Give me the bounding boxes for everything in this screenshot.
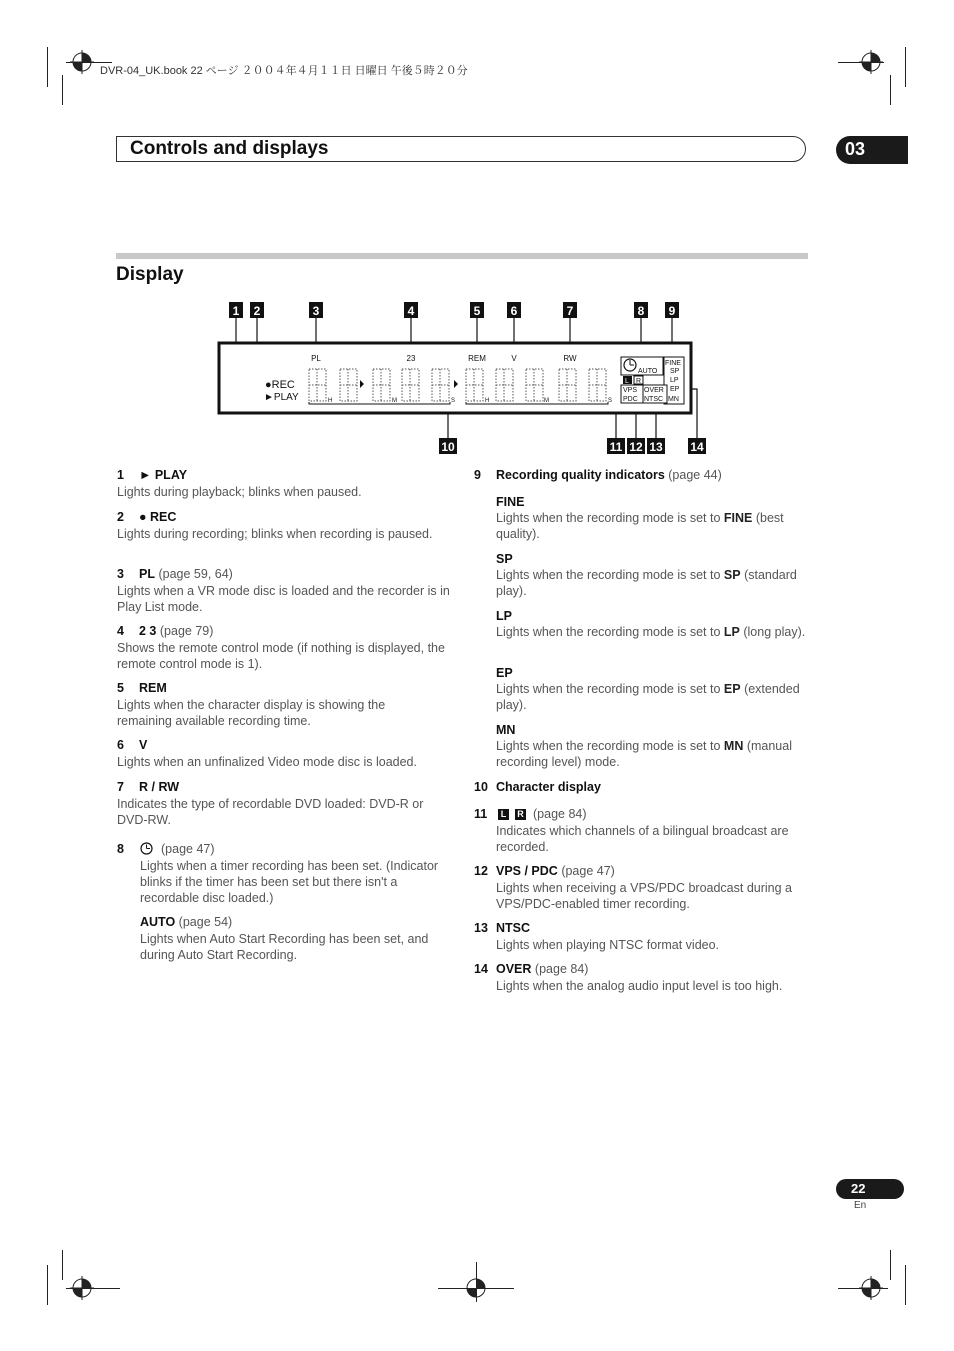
callout-label-5: 5 — [473, 304, 481, 318]
label-23: 23 — [406, 354, 416, 363]
front-panel-display-diagram — [0, 0, 954, 470]
mode-ep: EP Lights when the recording mode is set to EP (extended play). — [496, 666, 800, 712]
print-header: DVR-04_UK.book 22 ページ ２００４年４月１１日 日曜日 午後５時２０分 — [100, 65, 468, 77]
label-v: V — [511, 354, 517, 363]
label-lp: LP — [670, 377, 679, 384]
callout-label-7: 7 — [566, 304, 574, 318]
label-over: OVER — [644, 387, 664, 394]
label-auto: AUTO — [638, 368, 658, 375]
label-m1: M — [392, 398, 397, 404]
callout-label-2: 2 — [253, 304, 261, 318]
callout-label-10: 10 — [441, 440, 455, 454]
label-rw: RW — [563, 354, 577, 363]
mode-sp: SP Lights when the recording mode is set to SP (standard play). — [496, 552, 797, 598]
label-ntsc: NTSC — [644, 396, 664, 403]
mode-mn: MN Lights when the recording mode is set to MN (manual recording level) mode. — [496, 723, 792, 769]
callout-label-1: 1 — [232, 304, 240, 318]
label-ep: EP — [670, 386, 680, 393]
callout-label-4: 4 — [407, 304, 415, 318]
section-title: Controls and displays — [130, 138, 329, 159]
label-h2: H — [485, 398, 490, 404]
label-rem: REM — [468, 354, 486, 363]
label-vps: VPS — [623, 387, 638, 394]
callout-label-11: 11 — [609, 440, 623, 454]
page-number: 22 — [851, 1181, 866, 1196]
callout-label-8: 8 — [637, 304, 645, 318]
label-sp: SP — [670, 368, 680, 375]
callout-label-14: 14 — [690, 440, 704, 454]
callout-label-12: 12 — [629, 440, 643, 454]
label-m2: M — [544, 398, 549, 404]
callout-label-6: 6 — [510, 304, 518, 318]
callout-label-9: 9 — [668, 304, 676, 318]
label-fine: FINE — [665, 360, 681, 367]
page-language: En — [854, 1200, 867, 1211]
mode-fine: FINE Lights when the recording mode is set to FINE (best quality). — [496, 495, 784, 541]
callout-label-13: 13 — [649, 440, 663, 454]
timer-icon — [140, 842, 153, 855]
page-number-badge — [836, 1179, 904, 1199]
right-channel-icon: R — [515, 809, 526, 820]
label-s1: S — [451, 398, 456, 404]
label-pdc: PDC — [623, 396, 638, 403]
chapter-number: 03 — [845, 139, 866, 159]
label-r: R — [636, 378, 642, 385]
label-s2: S — [608, 398, 613, 404]
label-rec: ●REC — [265, 379, 295, 391]
label-play: ►PLAY — [264, 392, 299, 403]
mode-lp: LP Lights when the recording mode is set to LP (long play). — [496, 609, 806, 639]
display-heading: Display — [116, 264, 184, 285]
label-mn: MN — [668, 396, 679, 403]
label-h1: H — [328, 398, 333, 404]
left-channel-icon: L — [498, 809, 509, 820]
label-l: L — [625, 378, 629, 385]
callout-label-3: 3 — [312, 304, 320, 318]
label-pl: PL — [311, 354, 321, 363]
